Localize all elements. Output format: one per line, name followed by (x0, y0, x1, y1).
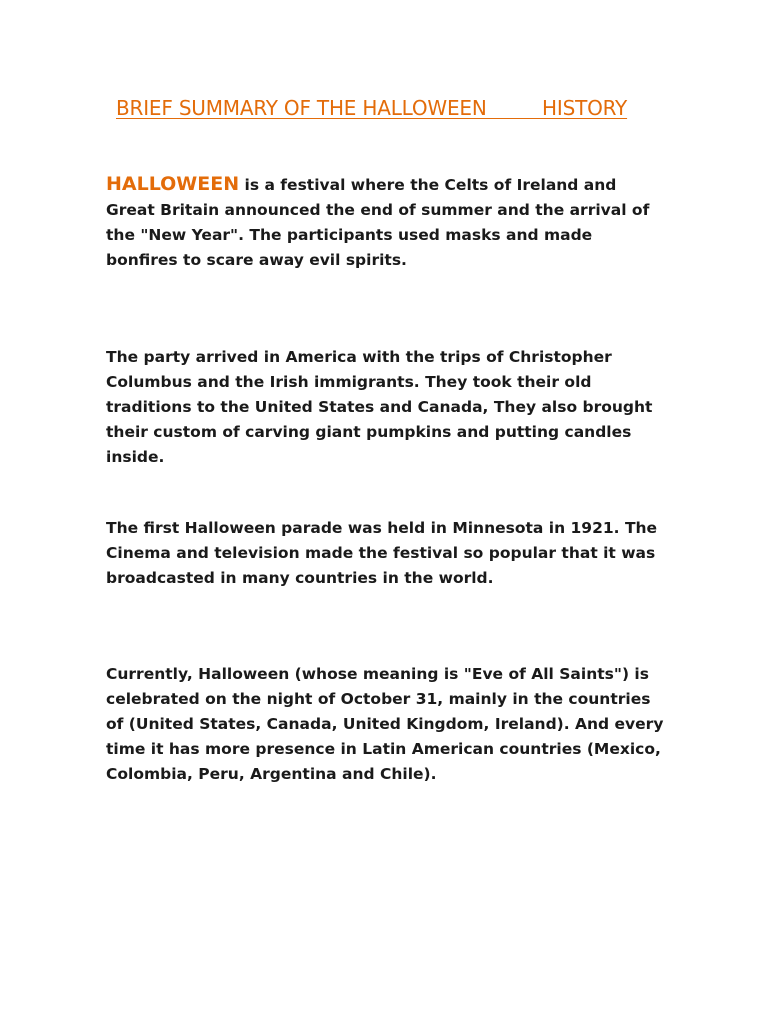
document-title: BRIEF SUMMARY OF THE HALLOWEEN HISTORY (116, 96, 628, 120)
paragraph-currently-text: Currently, Halloween (whose meaning is "Eve of All Saints") is celebrated on the night of October 31, mainly in the countries of (United States, Canada, United Kingdom, Ireland). And every time it has more presence in Latin American countries (Mexico, Colombia, Peru, Argentina and Chile). (106, 665, 664, 783)
lead-word-halloween: HALLOWEEN (106, 173, 240, 195)
paragraph-america (106, 345, 666, 470)
paragraph-america-text: The party arrived in America with the trips of Christopher Columbus and the Irish immigrants. They took their old traditions to the United States and Canada, They also brought their custom of carving giant pumpkins and putting candles inside. (106, 348, 653, 466)
paragraph-origin-text: is a festival where the Celts of Ireland and Great Britain announced the end of summer and the arrival of the "New Year". The participants used masks and made bonfires to scare away evil spirits. (106, 176, 650, 269)
paragraph-parade-text: The first Halloween parade was held in Minnesota in 1921. The Cinema and television made the festival so popular that it was broadcasted in many countries in the world. (106, 519, 658, 587)
paragraph-currently (106, 662, 666, 787)
paragraph-origin (106, 172, 666, 273)
paragraph-parade (106, 516, 666, 591)
